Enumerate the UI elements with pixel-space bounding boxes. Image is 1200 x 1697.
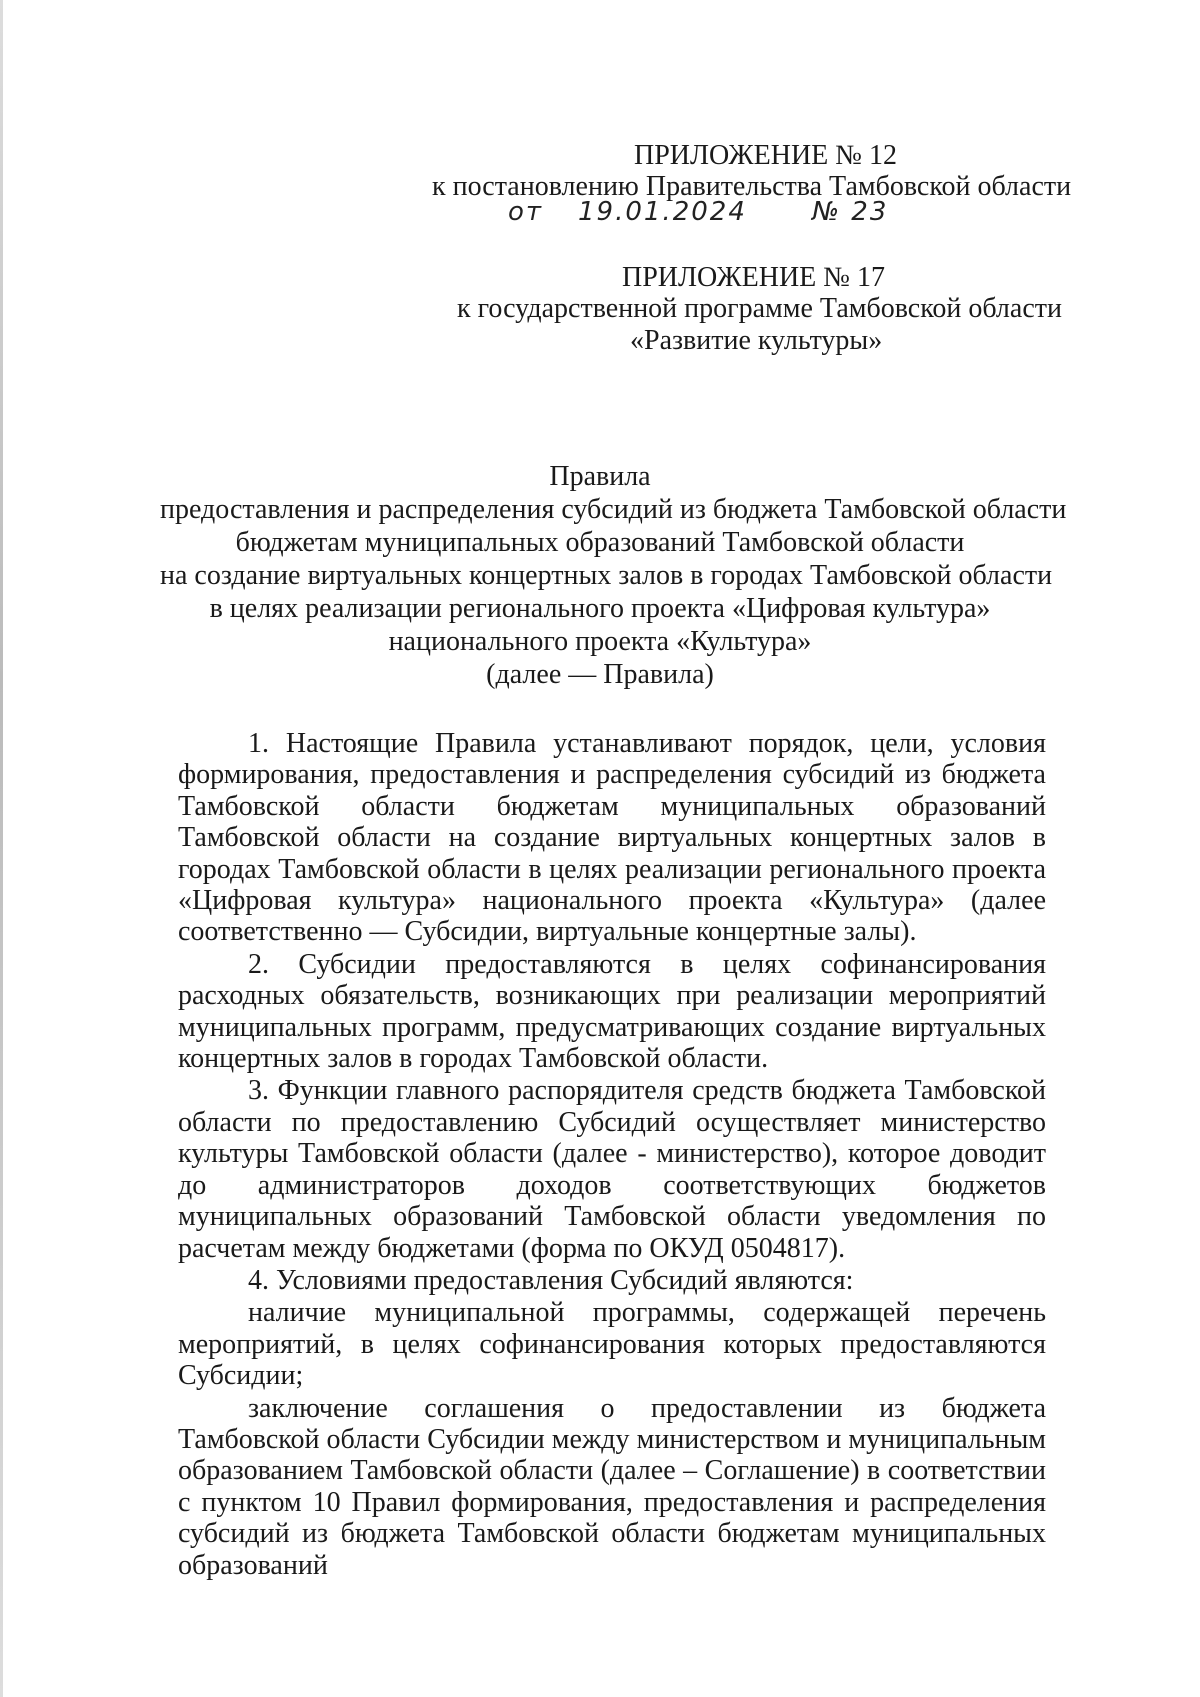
- appendix-12-title: ПРИЛОЖЕНИЕ № 12: [634, 140, 897, 171]
- paragraph-4-condition-2: заключение соглашения о предоставлении из бюджета Тамбовской области Субсидии между министерством и муниципальным образованием Тамбовской области (далее – Соглашение) в соответствии с пунктом 10 Правил формирования, предоставления и распределения субсидий из бюджета Тамбовской области бюджетам муниципальных образований: [178, 1392, 1046, 1581]
- title-line: предоставления и распределения субсидий из бюджета Тамбовской области: [160, 494, 1067, 525]
- handwritten-number: № 23: [812, 197, 889, 227]
- handwritten-prefix: от: [508, 197, 544, 227]
- document-title: [160, 460, 1067, 691]
- appendix-17-program-name: «Развитие культуры»: [630, 325, 883, 356]
- title-line: бюджетам муниципальных образований Тамбовской области: [235, 527, 965, 558]
- paragraph-2: 2. Субсидии предоставляются в целях софинансирования расходных обязательств, возникающих при реализации мероприятий муниципальных программ, предусматривающих создание виртуальных концертных залов в городах Тамбовской области.: [178, 948, 1046, 1075]
- scan-edge: [0, 0, 3, 1697]
- appendix-17-title: ПРИЛОЖЕНИЕ № 17: [622, 262, 885, 293]
- title-line: Правила: [549, 461, 651, 492]
- paragraph-4-condition-1: наличие муниципальной программы, содержащей перечень мероприятий, в целях софинансирования которых предоставляются Субсидии;: [178, 1297, 1046, 1392]
- paragraph-4: 4. Условиями предоставления Субсидий являются:: [248, 1264, 854, 1296]
- appendix-12-resolution: к постановлению Правительства Тамбовской области: [432, 171, 1072, 202]
- handwritten-date: 19.01.2024: [578, 197, 747, 227]
- title-line: на создание виртуальных концертных залов в городах Тамбовской области: [160, 560, 1053, 591]
- title-line: в целях реализации регионального проекта «Цифровая культура»: [209, 593, 991, 624]
- title-line: национального проекта «Культура»: [388, 626, 812, 657]
- appendix-17-program: к государственной программе Тамбовской области: [457, 293, 1062, 324]
- paragraph-1: 1. Настоящие Правила устанавливают порядок, цели, условия формирования, предоставления и распределения субсидий из бюджета Тамбовской области бюджетам муниципальных образований Тамбовской области на создание виртуальных концертных залов в городах Тамбовской области в целях реализации регионального проекта «Цифровая культура» национального проекта «Культура» (далее соответственно — Субсидии, виртуальные концертные залы).: [178, 728, 1046, 948]
- document-body: [178, 728, 1046, 1581]
- paragraph-3: 3. Функции главного распорядителя средств бюджета Тамбовской области по предоставлению Субсидий осуществляет министерство культуры Тамбовской области (далее - министерство), которое доводит до администраторов доходов соответствующих бюджетов муниципальных образований Тамбовской области уведомления по расчетам между бюджетами (форма по ОКУД 0504817).: [178, 1075, 1046, 1264]
- title-line: (далее — Правила): [486, 659, 714, 690]
